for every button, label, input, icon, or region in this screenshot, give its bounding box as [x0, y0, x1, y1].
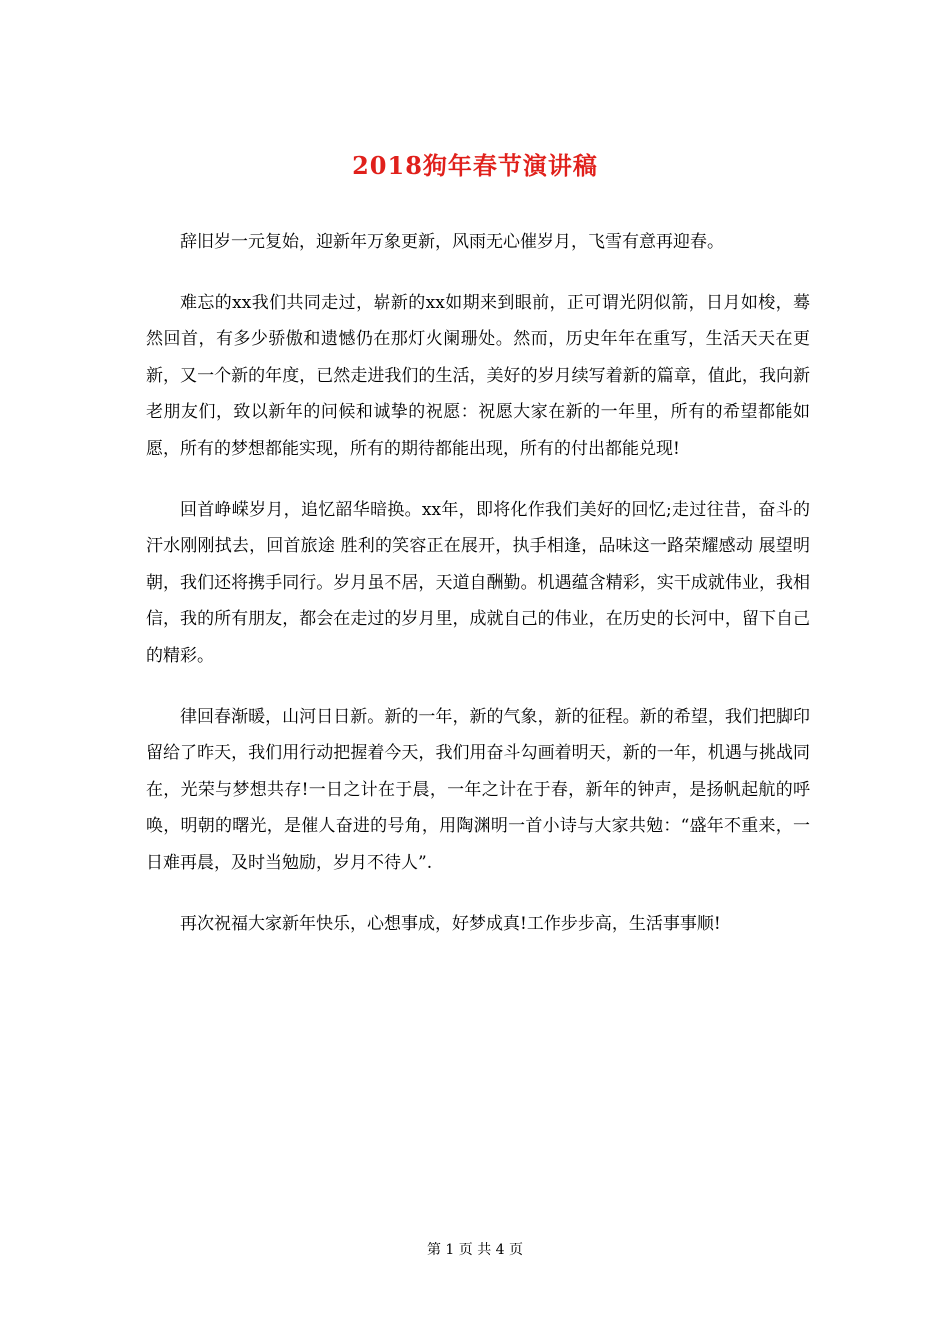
page-number-footer: 第 1 页 共 4 页: [426, 1242, 524, 1258]
paragraph-3: 回首峥嵘岁月，追忆韶华暗换。xx年，即将化作我们美好的回忆;走过往昔，奋斗的汗水刚刚拭去，回首旅途 胜利的笑容正在展开，执手相逢，品味这一路荣耀感动 展望明朝，我们还将携手同行。岁月虽不居，天道自酬勤。机遇蕴含精彩，实干成就伟业，我相信，我的所有朋友，都会在走过的岁月里，成就自己的伟业，在历史的长河中，留下自己的精彩。: [146, 499, 810, 666]
paragraph-4: 律回春渐暖，山河日日新。新的一年，新的气象，新的征程。新的希望，我们把脚印留给了昨天，我们用行动把握着今天，我们用奋斗勾画着明天，新的一年，机遇与挑战同在，光荣与梦想共存!一日之计在于晨，一年之计在于春，新年的钟声，是扬帆起航的呼唤，明朝的曙光，是催人奋进的号角，用陶渊明一首小诗与大家共勉：“盛年不重来，一日难再晨，及时当勉励，岁月不待人”.: [146, 706, 810, 873]
document-body: [146, 224, 810, 966]
paragraph-5: 再次祝福大家新年快乐，心想事成，好梦成真!工作步步高，生活事事顺!: [180, 913, 721, 934]
document-title: 2018狗年春节演讲稿: [352, 151, 598, 180]
paragraph-1: 辞旧岁一元复始，迎新年万象更新，风雨无心催岁月，飞雪有意再迎春。: [180, 232, 724, 252]
paragraph-2: 难忘的xx我们共同走过，崭新的xx如期来到眼前，正可谓光阴似箭，日月如梭，蓦然回首，有多少骄傲和遗憾仍在那灯火阑珊处。然而，历史年年在重写，生活天天在更新，又一个新的年度，已然走进我们的生活，美好的岁月续写着新的篇章，值此，我向新老朋友们，致以新年的问候和诚挚的祝愿：祝愿大家在新的一年里，所有的希望都能如愿，所有的梦想都能实现，所有的期待都能出现，所有的付出都能兑现!: [146, 292, 810, 459]
